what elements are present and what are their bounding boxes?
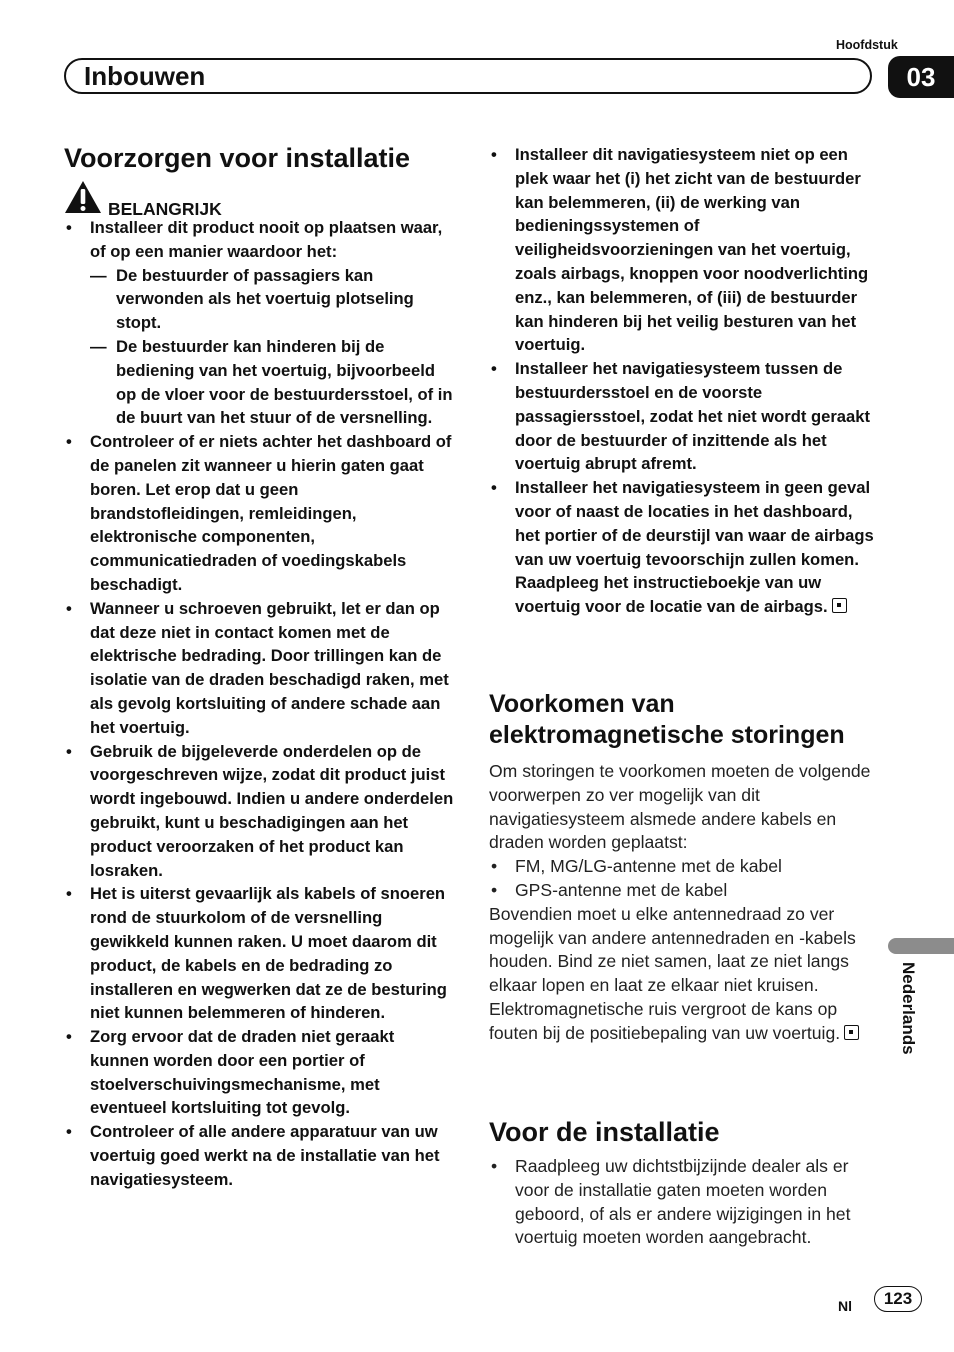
sub-list-item: — De bestuurder kan hinderen bij de bediening van het voertuig, bijvoorbeeld op de vloer voor de bestuurdersstoel, of in de buurt van het stuur of de versnelling.: [90, 335, 456, 430]
sub-list-item: — De bestuurder of passagiers kan verwonden als het voertuig plotseling stopt.: [90, 264, 456, 335]
list-item: • Gebruik de bijgeleverde onderdelen op de voorgeschreven wijze, zodat dit product juist wordt ingebouwd. Indien u andere onderdelen gebruikt, kunt u beschadigingen aan het product veroorzaken of het product kan losraken.: [64, 740, 456, 883]
antenna-list: [489, 855, 881, 903]
list-item: • Controleer of alle andere apparatuur van uw voertuig goed werkt na de installatie van het navigatiesysteem.: [64, 1120, 456, 1191]
section-title-interference: Voorkomen van elektromagnetische storingen: [489, 690, 845, 749]
language-label: Nederlands: [899, 962, 918, 1055]
footer-language-code: Nl: [838, 1298, 852, 1314]
important-notice: [64, 180, 222, 219]
list-item: • Zorg ervoor dat de draden niet geraakt kunnen worden door een portier of stoelverschuivingsmechanisme, met eventueel kortsluiting tot gevolg.: [64, 1025, 456, 1120]
section-title-precautions: Voorzorgen voor installatie: [64, 143, 411, 173]
list-item: • GPS-antenne met de kabel: [489, 879, 881, 903]
list-item: • Wanneer u schroeven gebruikt, let er dan op dat deze niet in contact komen met de elektrische bedrading. Door trillingen kan de isolatie van de draden beschadigd raken, met als gevolg kortsluiting of andere schade aan het voertuig.: [64, 597, 456, 740]
end-of-section-icon: [832, 598, 847, 613]
interference-intro: Om storingen te voorkomen moeten de volgende voorwerpen zo ver mogelijk van dit navigatiesysteem alsmede andere kabels en draden worden geplaatst:: [489, 761, 871, 853]
interference-section: [489, 760, 881, 1046]
chapter-title: Inbouwen: [84, 61, 206, 91]
placement-list: [489, 143, 881, 619]
chapter-label: Hoofdstuk: [836, 38, 898, 52]
precautions-list: [64, 216, 456, 1192]
list-item: • Installeer dit product nooit op plaatsen waar, of op een manier waardoor het: — De bestuurder of passagiers kan verwonden als het voertuig plotseling stopt. — De bestuurder kan hinderen bij de bediening van het voertuig, bijvoorbeeld op de vloer voor de bestuurdersstoel, of in de buurt van het stuur of de versnelling.: [64, 216, 456, 430]
warning-triangle-icon: [64, 180, 102, 219]
list-item: • Installeer het navigatiesysteem in geen geval voor of naast de locaties in het dashboard, het portier of de deurstijl van waar de airbags van uw voertuig tevoorschijn zullen komen. Raadpleeg het instructieboekje van uw voertuig voor de locatie van de airbags.: [489, 476, 881, 619]
list-item: • Het is uiterst gevaarlijk als kabels of snoeren rond de stuurkolom of de versnelling gewikkeld kunnen raken. U moet daarom dit product, de kabels en de bedrading zo installeren en wegwerken dat ze de besturing niet kunnen belemmeren of hinderen.: [64, 882, 456, 1025]
sub-list: [90, 264, 456, 431]
page-number: 123: [874, 1286, 922, 1312]
end-of-section-icon: [844, 1025, 859, 1040]
before-install-list: [489, 1155, 881, 1250]
language-tab: [888, 938, 954, 954]
list-item: • FM, MG/LG-antenne met de kabel: [489, 855, 881, 879]
list-item: • Installeer het navigatiesysteem tussen de bestuurdersstoel en de voorste passagiersstoel, zodat het niet wordt geraakt door de bestuurder of inzittende als het voertuig abrupt afremt.: [489, 357, 881, 476]
interference-outro: Bovendien moet u elke antennedraad zo ver mogelijk van andere antennedraden en -kabels houden. Bind ze niet samen, laat ze niet langs elkaar lopen en laat ze elkaar niet kruisen. Elektromagnetische ruis vergroot de kans op fouten bij de positiebepaling van uw voertuig.: [489, 903, 881, 1046]
section-title-before-install: Voor de installatie: [489, 1117, 720, 1147]
warning-label: BELANGRIJK: [108, 199, 222, 219]
list-item: • Installeer dit navigatiesysteem niet op een plek waar het (i) het zicht van de bestuurder kan belemmeren, (ii) de werking van bedieningssystemen of veiligheidsvoorzieningen van het voertuig, zoals airbags, knoppen voor noodverlichting enz., kan belemmeren, of (iii) de bestuurder kan hinderen bij het veilig besturen van het voertuig.: [489, 143, 881, 357]
list-item: • Raadpleeg uw dichtstbijzijnde dealer als er voor de installatie gaten moeten worden geboord, of als er andere wijzigingen in het voertuig moeten worden aangebracht.: [489, 1155, 881, 1250]
chapter-number-tab: 03: [888, 56, 954, 98]
list-item: • Controleer of er niets achter het dashboard of de panelen zit wanneer u hierin gaten gaat boren. Let erop dat u geen brandstofleidingen, remleidingen, elektronische componenten, communicatiedraden of voedingskabels beschadigt.: [64, 430, 456, 597]
